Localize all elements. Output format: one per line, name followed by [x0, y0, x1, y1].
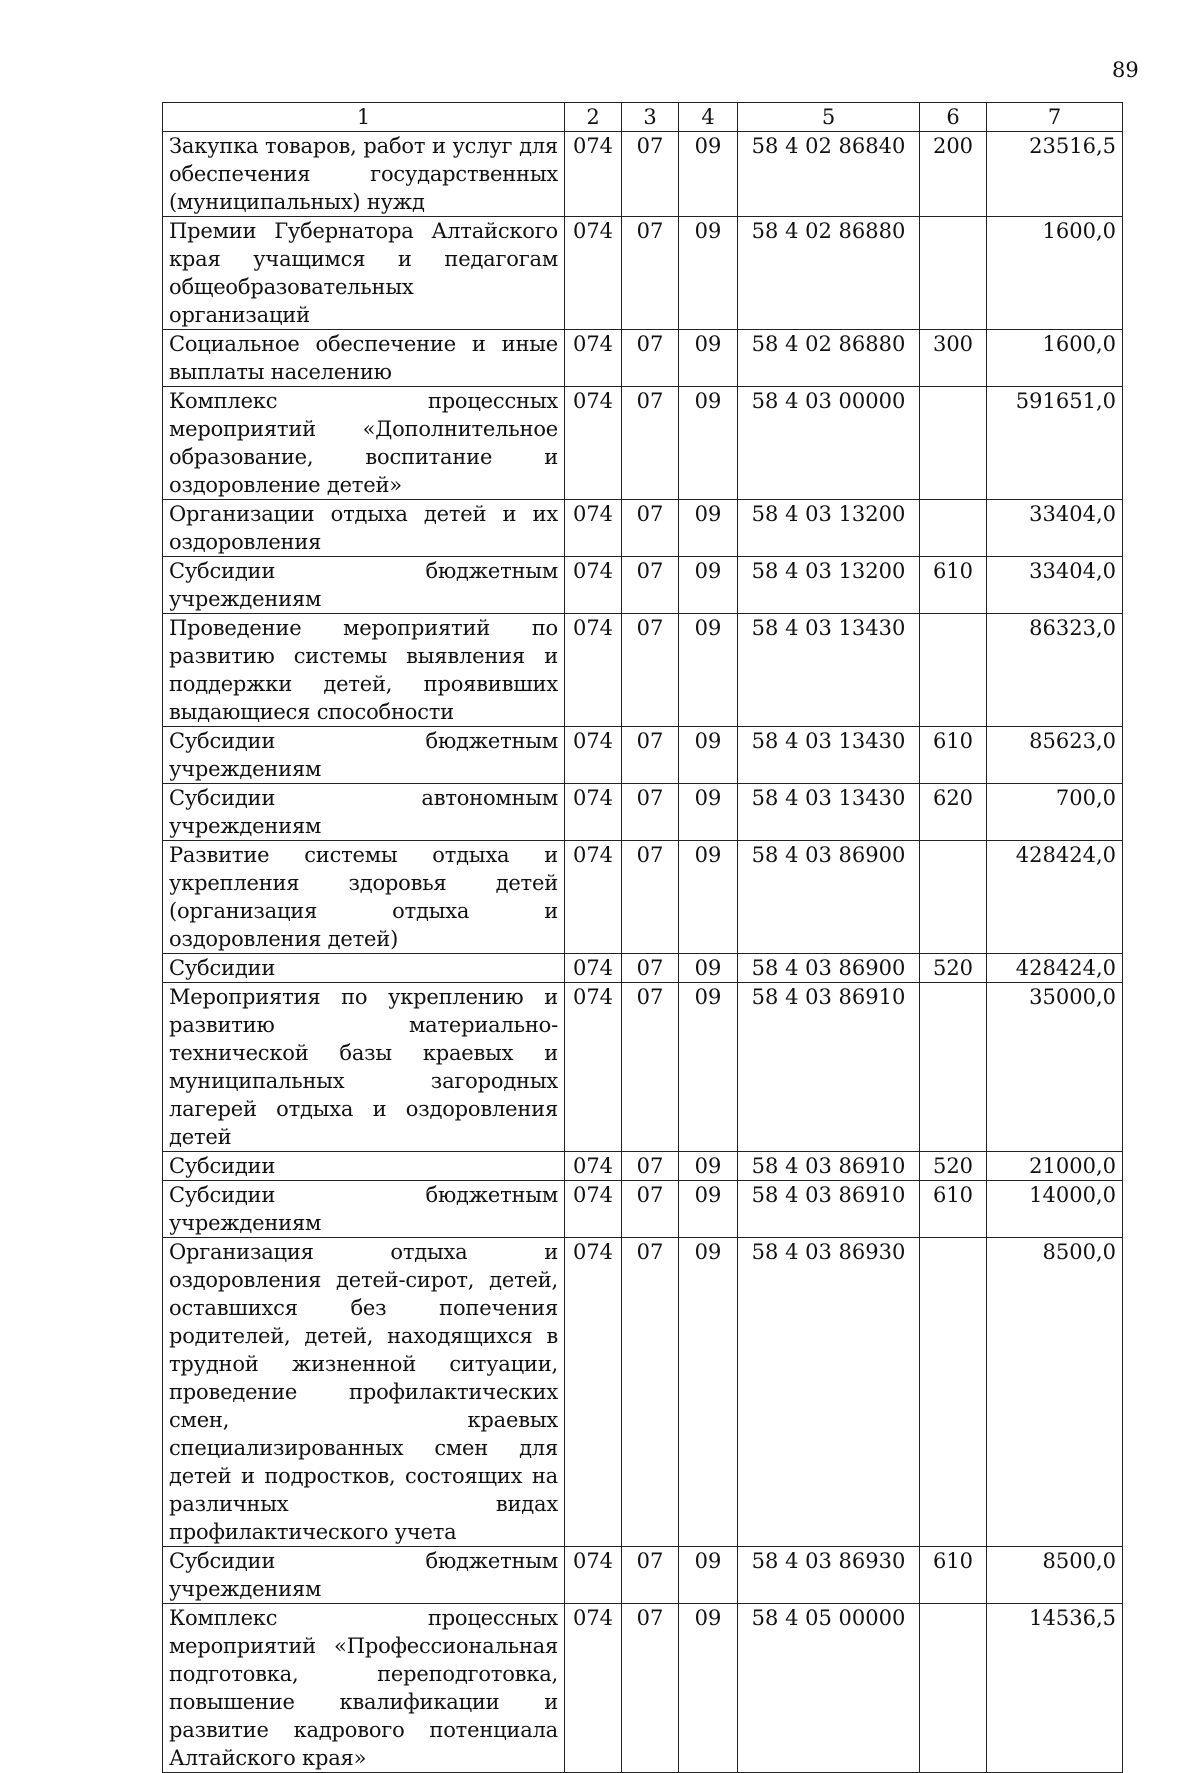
admin-code-cell: 074	[565, 387, 622, 500]
section-code-cell: 07	[622, 217, 679, 330]
admin-code-cell: 074	[565, 727, 622, 784]
table-row	[163, 1547, 1123, 1604]
subsection-code-cell: 09	[679, 954, 738, 983]
expense-type-cell	[920, 614, 987, 727]
expense-type-cell	[920, 983, 987, 1152]
target-article-cell: 58 4 02 86840	[738, 132, 920, 217]
admin-code-cell: 074	[565, 132, 622, 217]
subsection-code-cell: 09	[679, 1152, 738, 1181]
expense-type-cell: 610	[920, 1181, 987, 1238]
row-name-cell: Субсидии	[163, 1152, 565, 1181]
expense-type-cell	[920, 1238, 987, 1547]
amount-cell: 14536,5	[987, 1604, 1123, 1773]
table-row	[163, 217, 1123, 330]
target-article-cell: 58 4 03 86930	[738, 1547, 920, 1604]
target-article-cell: 58 4 03 13200	[738, 500, 920, 557]
section-code-cell: 07	[622, 784, 679, 841]
admin-code-cell: 074	[565, 614, 622, 727]
admin-code-cell: 074	[565, 954, 622, 983]
expense-type-cell	[920, 500, 987, 557]
expense-type-cell: 300	[920, 330, 987, 387]
row-name-cell: Субсидии бюджетным учреждениям	[163, 727, 565, 784]
expense-type-cell	[920, 1604, 987, 1773]
subsection-code-cell: 09	[679, 1604, 738, 1773]
subsection-code-cell: 09	[679, 841, 738, 954]
table-row	[163, 1181, 1123, 1238]
subsection-code-cell: 09	[679, 330, 738, 387]
column-header: 2	[565, 103, 622, 132]
section-code-cell: 07	[622, 727, 679, 784]
expense-type-cell: 610	[920, 1547, 987, 1604]
table-body	[163, 132, 1123, 1773]
section-code-cell: 07	[622, 1152, 679, 1181]
admin-code-cell: 074	[565, 1604, 622, 1773]
amount-cell: 21000,0	[987, 1152, 1123, 1181]
table-row	[163, 614, 1123, 727]
amount-cell: 1600,0	[987, 330, 1123, 387]
amount-cell: 33404,0	[987, 500, 1123, 557]
section-code-cell: 07	[622, 330, 679, 387]
admin-code-cell: 074	[565, 1181, 622, 1238]
admin-code-cell: 074	[565, 841, 622, 954]
table-row	[163, 784, 1123, 841]
admin-code-cell: 074	[565, 330, 622, 387]
expense-type-cell	[920, 217, 987, 330]
section-code-cell: 07	[622, 500, 679, 557]
table-row	[163, 557, 1123, 614]
row-name-cell: Субсидии бюджетным учреждениям	[163, 1181, 565, 1238]
expense-type-cell: 520	[920, 1152, 987, 1181]
subsection-code-cell: 09	[679, 387, 738, 500]
amount-cell: 85623,0	[987, 727, 1123, 784]
table-header	[163, 103, 1123, 132]
section-code-cell: 07	[622, 132, 679, 217]
expense-type-cell	[920, 841, 987, 954]
admin-code-cell: 074	[565, 557, 622, 614]
expense-type-cell: 610	[920, 727, 987, 784]
amount-cell: 33404,0	[987, 557, 1123, 614]
row-name-cell: Комплекс процессных мероприятий «Дополнительное образование, воспитание и оздоровление детей»	[163, 387, 565, 500]
target-article-cell: 58 4 02 86880	[738, 330, 920, 387]
table-row	[163, 841, 1123, 954]
admin-code-cell: 074	[565, 217, 622, 330]
section-code-cell: 07	[622, 841, 679, 954]
target-article-cell: 58 4 03 86900	[738, 841, 920, 954]
subsection-code-cell: 09	[679, 784, 738, 841]
row-name-cell: Субсидии	[163, 954, 565, 983]
expense-type-cell	[920, 387, 987, 500]
amount-cell: 428424,0	[987, 954, 1123, 983]
subsection-code-cell: 09	[679, 1181, 738, 1238]
amount-cell: 23516,5	[987, 132, 1123, 217]
section-code-cell: 07	[622, 1547, 679, 1604]
admin-code-cell: 074	[565, 500, 622, 557]
subsection-code-cell: 09	[679, 557, 738, 614]
section-code-cell: 07	[622, 1604, 679, 1773]
row-name-cell: Закупка товаров, работ и услуг для обеспечения государственных (муниципальных) нужд	[163, 132, 565, 217]
table-row	[163, 1238, 1123, 1547]
target-article-cell: 58 4 03 86930	[738, 1238, 920, 1547]
admin-code-cell: 074	[565, 1547, 622, 1604]
section-code-cell: 07	[622, 1238, 679, 1547]
amount-cell: 14000,0	[987, 1181, 1123, 1238]
target-article-cell: 58 4 03 13200	[738, 557, 920, 614]
column-header: 5	[738, 103, 920, 132]
subsection-code-cell: 09	[679, 614, 738, 727]
expense-type-cell: 620	[920, 784, 987, 841]
column-header: 6	[920, 103, 987, 132]
amount-cell: 428424,0	[987, 841, 1123, 954]
subsection-code-cell: 09	[679, 727, 738, 784]
admin-code-cell: 074	[565, 1238, 622, 1547]
admin-code-cell: 074	[565, 784, 622, 841]
target-article-cell: 58 4 03 00000	[738, 387, 920, 500]
table-row	[163, 387, 1123, 500]
section-code-cell: 07	[622, 387, 679, 500]
amount-cell: 700,0	[987, 784, 1123, 841]
row-name-cell: Субсидии бюджетным учреждениям	[163, 557, 565, 614]
row-name-cell: Проведение мероприятий по развитию системы выявления и поддержки детей, проявивших выдающиеся способности	[163, 614, 565, 727]
target-article-cell: 58 4 03 13430	[738, 727, 920, 784]
row-name-cell: Премии Губернатора Алтайского края учащимся и педагогам общеобразовательных организаций	[163, 217, 565, 330]
target-article-cell: 58 4 03 86900	[738, 954, 920, 983]
table-row	[163, 954, 1123, 983]
admin-code-cell: 074	[565, 1152, 622, 1181]
target-article-cell: 58 4 03 86910	[738, 983, 920, 1152]
amount-cell: 35000,0	[987, 983, 1123, 1152]
section-code-cell: 07	[622, 954, 679, 983]
subsection-code-cell: 09	[679, 983, 738, 1152]
subsection-code-cell: 09	[679, 217, 738, 330]
column-header: 3	[622, 103, 679, 132]
amount-cell: 1600,0	[987, 217, 1123, 330]
row-name-cell: Мероприятия по укреплению и развитию материально-технической базы краевых и муниципальных загородных лагерей отдыха и оздоровления детей	[163, 983, 565, 1152]
target-article-cell: 58 4 02 86880	[738, 217, 920, 330]
target-article-cell: 58 4 03 86910	[738, 1181, 920, 1238]
row-name-cell: Комплекс процессных мероприятий «Профессиональная подготовка, переподготовка, повышение квалификации и развитие кадрового потенциала Алтайского края»	[163, 1604, 565, 1773]
amount-cell: 591651,0	[987, 387, 1123, 500]
amount-cell: 86323,0	[987, 614, 1123, 727]
budget-table	[162, 102, 1123, 1773]
table-row	[163, 132, 1123, 217]
subsection-code-cell: 09	[679, 1547, 738, 1604]
table-row	[163, 1152, 1123, 1181]
column-header: 7	[987, 103, 1123, 132]
row-name-cell: Организация отдыха и оздоровления детей-сирот, детей, оставшихся без попечения родителей, детей, находящихся в трудной жизненной ситуации, проведение профилактических смен, краевых специализированных смен для детей и подростков, состоящих на различных видах профилактического учета	[163, 1238, 565, 1547]
column-header: 1	[163, 103, 565, 132]
header-row	[163, 103, 1123, 132]
row-name-cell: Развитие системы отдыха и укрепления здоровья детей (организация отдыха и оздоровления детей)	[163, 841, 565, 954]
target-article-cell: 58 4 05 00000	[738, 1604, 920, 1773]
amount-cell: 8500,0	[987, 1547, 1123, 1604]
row-name-cell: Организации отдыха детей и их оздоровления	[163, 500, 565, 557]
subsection-code-cell: 09	[679, 1238, 738, 1547]
section-code-cell: 07	[622, 983, 679, 1152]
section-code-cell: 07	[622, 557, 679, 614]
table-row	[163, 330, 1123, 387]
table-row	[163, 983, 1123, 1152]
target-article-cell: 58 4 03 86910	[738, 1152, 920, 1181]
page-number: 89	[1112, 58, 1139, 82]
target-article-cell: 58 4 03 13430	[738, 784, 920, 841]
table-row	[163, 500, 1123, 557]
expense-type-cell: 520	[920, 954, 987, 983]
subsection-code-cell: 09	[679, 132, 738, 217]
row-name-cell: Субсидии автономным учреждениям	[163, 784, 565, 841]
section-code-cell: 07	[622, 1181, 679, 1238]
row-name-cell: Субсидии бюджетным учреждениям	[163, 1547, 565, 1604]
section-code-cell: 07	[622, 614, 679, 727]
column-header: 4	[679, 103, 738, 132]
subsection-code-cell: 09	[679, 500, 738, 557]
amount-cell: 8500,0	[987, 1238, 1123, 1547]
expense-type-cell: 200	[920, 132, 987, 217]
table-row	[163, 727, 1123, 784]
table-row	[163, 1604, 1123, 1773]
target-article-cell: 58 4 03 13430	[738, 614, 920, 727]
row-name-cell: Социальное обеспечение и иные выплаты населению	[163, 330, 565, 387]
admin-code-cell: 074	[565, 983, 622, 1152]
expense-type-cell: 610	[920, 557, 987, 614]
